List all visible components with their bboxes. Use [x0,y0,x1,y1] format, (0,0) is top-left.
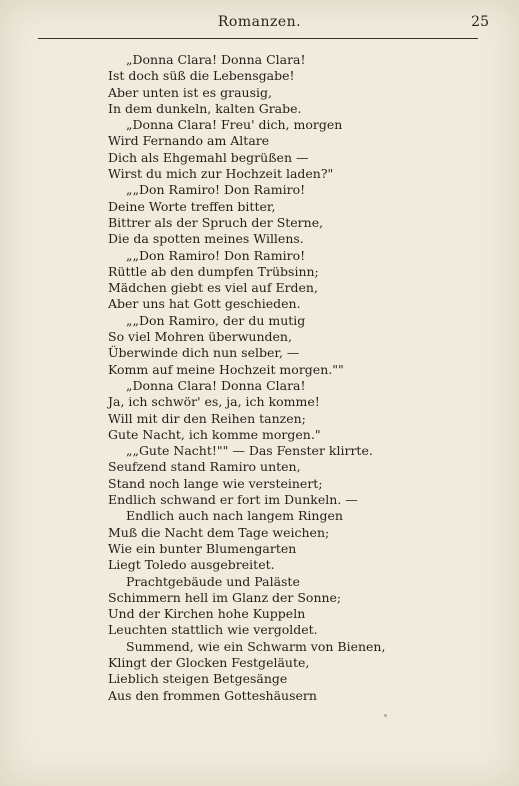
poem-line: „„Don Ramiro! Don Ramiro! [126,247,306,263]
poem-line: Klingt der Glocken Festgeläute, [108,654,310,670]
running-title: Romanzen. [217,14,302,30]
poem-line: Bittrer als der Spruch der Sterne, [108,214,324,230]
poem-line: Lieblich steigen Betgesänge [108,671,288,687]
poem-line: Stand noch lange wie versteinert; [108,475,323,491]
poem-line: Rüttle ab den dumpfen Trübsinn; [108,263,319,279]
poem-line: Summend, wie ein Schwarm von Bienen, [126,638,386,654]
poem-line: Überwinde dich nun selber, — [108,345,300,361]
running-header [0,14,519,36]
poem-line: „Donna Clara! Donna Clara! [126,52,306,67]
poem-line: Endlich schwand er fort im Dunkeln. — [108,492,358,508]
poem-line: Gute Nacht, ich komme morgen." [108,426,321,442]
poem-line: Muß die Nacht dem Tage weichen; [108,524,330,540]
poem-line: Aber unten ist es grausig, [108,84,272,100]
poem-line: Aber uns hat Gott geschieden. [108,296,301,312]
poem-line: Wird Fernando am Altare [108,133,270,149]
poem-line: „Donna Clara! Donna Clara! [126,377,306,393]
poem-text [108,52,418,704]
paper-speck [384,714,387,717]
poem-line: „Donna Clara! Freu' dich, morgen [126,117,343,133]
poem-line: Liegt Toledo ausgebreitet. [108,557,275,573]
poem-line: Die da spotten meines Willens. [108,231,304,247]
poem-line: Will mit dir den Reihen tanzen; [108,410,306,426]
poem-line: Wirst du mich zur Hochzeit laden?" [108,166,334,182]
poem-line: Endlich auch nach langem Ringen [126,508,343,524]
poem-line: „„Don Ramiro! Don Ramiro! [126,182,306,198]
poem-line: Und der Kirchen hohe Kuppeln [108,606,306,622]
poem-line: Prachtgebäude und Paläste [126,573,300,589]
poem-line: Wie ein bunter Blumengarten [108,540,297,556]
poem-line: Mädchen giebt es viel auf Erden, [108,280,318,296]
page-number: 25 [471,14,489,30]
poem-line: „„Don Ramiro, der du mutig [126,312,306,328]
poem-line: Aus den frommen Gotteshäusern [108,687,317,703]
poem-line: Komm auf meine Hochzeit morgen."" [108,361,344,377]
poem-line: In dem dunkeln, kalten Grabe. [108,100,302,116]
poem-line: Ja, ich schwör' es, ja, ich komme! [108,394,320,410]
poem-line: Ist doch süß die Lebensgabe! [108,68,295,84]
poem-line: Seufzend stand Ramiro unten, [108,459,301,475]
poem-line: Leuchten stattlich wie vergoldet. [108,622,318,638]
poem-line: „„Gute Nacht!"" — Das Fenster klirrte. [126,443,373,459]
poem-line: Schimmern hell im Glanz der Sonne; [108,589,342,605]
header-rule [38,38,478,39]
poem-line: Dich als Ehgemahl begrüßen — [108,149,309,165]
poem-line: So viel Mohren überwunden, [108,329,292,345]
poem-line: Deine Worte treffen bitter, [108,198,276,214]
